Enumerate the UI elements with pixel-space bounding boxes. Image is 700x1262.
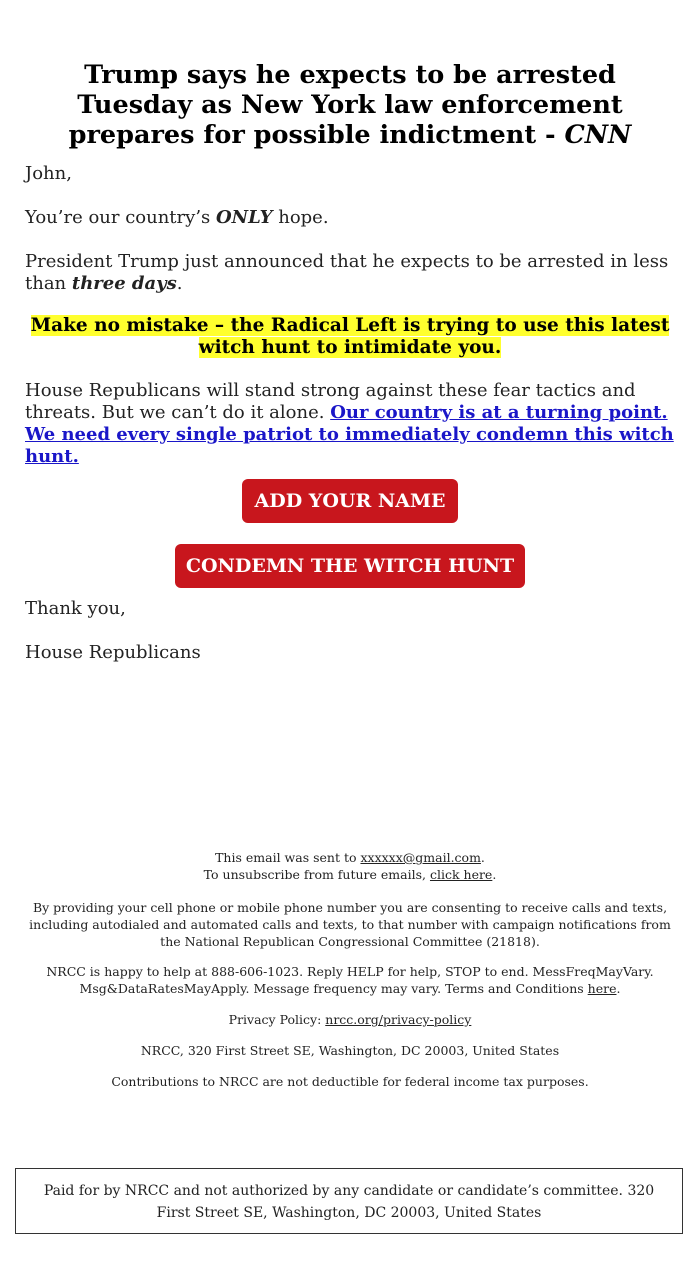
condemn-witch-hunt-button[interactable]: CONDEMN THE WITCH HUNT: [175, 544, 525, 588]
paragraph-announcement: President Trump just announced that he expects to be arrested in less than three days.: [25, 251, 669, 294]
consent-notice: By providing your cell phone or mobile phone number you are consenting to receive calls and texts, including autodialed and automated calls and texts, to that number with campaign notifications from the National Republican Congressional Committee (21818).: [29, 900, 671, 949]
signature: House Republicans: [25, 642, 201, 663]
mailing-address: NRCC, 320 First Street SE, Washington, DC 20003, United States: [140, 1043, 560, 1058]
condemn-link[interactable]: Our country is at a turning point. We need every single patriot to immediately condemn this witch hunt.: [25, 402, 674, 467]
closing: Thank you,: [25, 598, 126, 619]
tax-notice: Contributions to NRCC are not deductible for federal income tax purposes.: [111, 1074, 589, 1089]
highlighted-statement: Make no mistake – the Radical Left is trying to use this latest witch hunt to intimidate you.: [30, 315, 670, 358]
terms-link[interactable]: here: [587, 981, 617, 996]
paragraph-call-to-action: House Republicans will stand strong against these fear tactics and threats. But we can’t do it alone. Our country is at a turning point. We need every single patriot to immediately condemn this witch hunt.: [25, 380, 674, 467]
greeting: John,: [25, 163, 72, 184]
email-address-link[interactable]: xxxxxx@gmail.com: [360, 850, 481, 865]
sent-to-line: This email was sent to xxxxxx@gmail.com.: [215, 850, 485, 865]
button-group: [25, 468, 675, 588]
paragraph-only-hope: You’re our country’s ONLY hope.: [25, 207, 329, 228]
headline-source: CNN: [564, 120, 632, 150]
privacy-policy-link[interactable]: nrcc.org/privacy-policy: [325, 1012, 472, 1027]
headline: Trump says he expects to be arrested Tuesday as New York law enforcement prepares for possible indictment - CNN: [68, 60, 632, 150]
help-notice: NRCC is happy to help at 888-606-1023. Reply HELP for help, STOP to end. MessFreqMayVary. Msg&DataRatesMayApply. Message frequency may vary. Terms and Conditions here.: [46, 964, 654, 996]
unsubscribe-link[interactable]: click here: [429, 867, 493, 882]
privacy-line: Privacy Policy: nrcc.org/privacy-policy: [228, 1012, 472, 1027]
unsubscribe-line: To unsubscribe from future emails, click here.: [203, 867, 497, 882]
add-your-name-button[interactable]: ADD YOUR NAME: [242, 479, 457, 523]
paid-for-disclaimer: Paid for by NRCC and not authorized by any candidate or candidate’s committee. 320 First Street SE, Washington, DC 20003, United States: [15, 1168, 683, 1234]
footer: [0, 849, 700, 1090]
email-body: [0, 60, 700, 664]
